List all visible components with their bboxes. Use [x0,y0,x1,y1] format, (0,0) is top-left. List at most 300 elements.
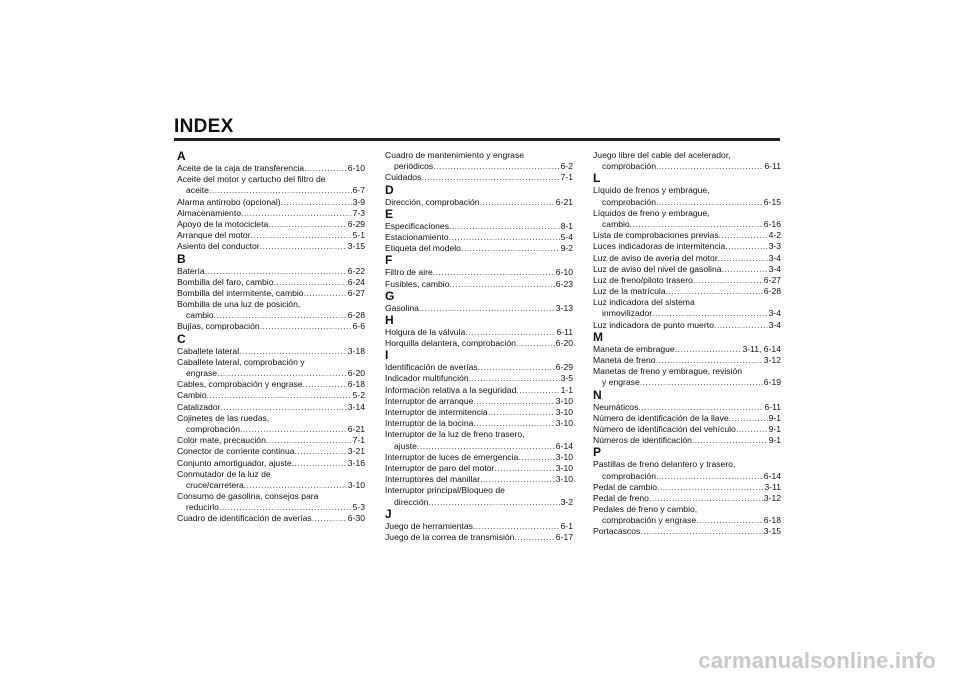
index-entry [177,299,365,321]
index-entry [385,396,573,407]
index-entry [177,197,365,208]
index-entry [593,230,781,241]
page-number: 3-13 [555,302,573,313]
entry-text: Número de identificación del vehículo [593,423,736,434]
index-entry [593,413,781,424]
page-number: 6-11 [556,326,573,337]
entry-text: Número de identificación de la llave [593,412,729,423]
page-number: 3-10 [555,418,573,429]
entry-text: Dirección, comprobación [385,196,480,207]
page-number: 7-3 [352,207,365,218]
entry-text: Maneta de embrague [593,343,675,354]
index-entry [177,469,365,491]
entry-text: dirección [394,496,429,507]
page-number: 6-20 [347,368,365,378]
leader-dots [656,355,763,366]
section-letter: I [385,348,389,363]
entry-text: Estacionamiento [385,231,449,242]
page-number: 3-11, 6-14 [742,343,781,354]
section-letter: D [385,182,394,197]
entry-text: Pedal de cambio [593,481,658,492]
leader-dots [239,346,347,357]
entry-text: Luz indicadora del sistema [593,297,695,308]
leader-dots [630,219,763,230]
page-number: 6-18 [347,379,365,390]
page-number: 3-10 [555,462,573,473]
entry-text: Cables, comprobación y engrase [177,379,303,390]
section-letter: M [593,329,603,344]
leader-dots [251,230,352,241]
entry-text: Interruptor de arranque [385,395,474,406]
page-number: 3-12 [763,492,781,503]
leader-dots [281,197,352,208]
leader-dots [714,320,768,331]
page-number: 6-27 [763,274,781,285]
entry-text: inmovilizador [602,308,653,319]
page-number: 3-10 [555,395,573,406]
page-number: 3-16 [347,457,365,468]
section-letter: E [385,206,394,221]
leader-dots [214,310,347,321]
index-entry [593,459,781,481]
page-number: 3-10 [555,451,573,462]
leader-dots [696,515,763,526]
leader-dots [649,493,763,504]
index-entry [385,327,573,338]
entry-text: comprobación [602,470,656,481]
page-number: 4-2 [768,230,781,241]
index-entry [593,241,781,252]
leader-dots [260,321,352,332]
entry-text: ajuste [394,440,417,451]
page-number: 3-12 [763,355,781,365]
entry-text: Luz indicadora de punto muerto [593,319,714,330]
page-number: 5-3 [352,502,365,513]
index-entry [177,458,365,469]
index-entry [177,491,365,513]
page-number: 6-29 [347,218,365,229]
page-number: 6-21 [347,423,365,434]
entry-text: Bujías, comprobación [177,321,260,332]
section-letter: P [593,445,602,460]
leader-dots [449,279,554,290]
index-entry [593,297,781,319]
page-number: 6-20 [555,338,573,349]
entry-text: Números de identificación [593,435,692,446]
section-letter: N [593,387,602,402]
leader-dots [465,327,555,338]
leader-dots [421,172,559,183]
index-entry [593,264,781,275]
index-entry [177,208,365,219]
index-entry [177,346,365,357]
page-number: 3-2 [560,496,573,507]
leader-dots [518,452,555,463]
entry-text: Conmutador de la luz de [177,468,271,479]
leader-dots [295,446,347,457]
entry-text: cambio [602,218,630,229]
leader-dots [241,208,352,219]
entry-text: periódicos [394,161,434,172]
page-number: 3-10 [555,474,573,485]
entry-text: engrase [186,368,218,378]
index-entry [385,385,573,396]
leader-dots [488,407,555,418]
leader-dots [656,161,763,172]
entry-text: Interruptor de paro del motor [385,462,495,473]
page-number: 6-7 [352,185,365,196]
index-entry [385,150,573,172]
page-number: 3-5 [560,373,573,384]
entry-text: Interruptores del manillar [385,474,481,485]
index-entry [593,344,781,355]
index-entry [593,493,781,504]
leader-dots [433,267,555,278]
leader-dots [469,373,560,384]
section-letter: C [177,331,186,346]
index-entry [593,185,781,207]
page-number: 3-18 [347,345,365,356]
leader-dots [693,275,763,286]
index-entry [593,424,781,435]
leader-dots [207,390,352,401]
entry-text: Bombilla de una luz de posición, [177,299,301,310]
leader-dots [718,253,768,264]
index-entry [385,485,573,507]
entry-text: Aceite de la caja de transferencia [177,163,305,173]
entry-text: Manetas de freno y embrague, revisión [593,366,743,377]
entry-text: Cuadro de mantenimiento y engrase [385,150,525,160]
page-number: 3-21 [347,446,365,457]
index-entry [593,435,781,446]
page-number: 1-1 [560,384,573,395]
leader-dots [304,288,347,299]
page-number: 3-4 [768,252,781,263]
page-number: 5-1 [352,230,365,241]
entry-text: comprobación [602,196,656,207]
page-number: 8-1 [560,220,573,231]
index-entry [593,253,781,264]
index-entry [385,418,573,429]
index-entry [385,221,573,232]
leader-dots [419,303,555,314]
page-number: 3-9 [352,196,365,207]
section-letter: H [385,312,394,327]
index-column-1 [177,150,365,525]
entry-text: Interruptor de intermitencia [385,407,488,417]
entry-text: Holgura de la válvula [385,326,466,337]
page-number: 6-2 [560,161,573,172]
entry-text: Catalizador [177,401,221,412]
entry-text: Luz de freno/piloto trasero [593,274,693,285]
leader-dots [516,338,555,349]
page-number: 6-29 [555,362,573,373]
index-entry [593,402,781,413]
page-number: 6-11 [764,401,781,412]
leader-dots [473,418,554,429]
leader-dots [656,471,763,482]
page-number: 6-24 [347,276,365,287]
index-entry [593,208,781,230]
entry-text: Pedales de freno y cambio, [593,504,698,515]
entry-text: comprobación [602,161,656,172]
entry-text: Portacascos [593,526,641,537]
entry-text: Etiqueta del modelo [385,243,461,254]
entry-text: Juego libre del cable del acelerador, [593,150,731,160]
index-entry [593,275,781,286]
leader-dots [719,230,768,241]
leader-dots [274,277,347,288]
entry-text: comprobación y engrase [602,515,697,526]
leader-dots [449,221,560,232]
entry-text: Fusibles, cambio [385,278,450,289]
index-entry [177,513,365,524]
page-number: 7-1 [352,435,365,446]
entry-text: Interruptor de luces de emergencia [385,451,519,462]
leader-dots [722,264,768,275]
leader-dots [303,379,347,390]
index-entry [177,288,365,299]
index-column-2 [385,150,573,543]
leader-dots [666,286,763,297]
page-number: 3-15 [763,526,781,537]
entry-text: Gasolina [385,302,419,313]
leader-dots [220,402,346,413]
entry-text: Horquilla delantera, comprobación [385,338,516,349]
entry-text: Conector de corriente continua [177,446,295,457]
page-number: 6-1 [560,520,573,531]
entry-text: Especificaciones [385,220,450,231]
page-number: 3-10 [555,407,573,417]
index-entry [385,373,573,384]
index-entry [593,366,781,388]
entry-text: Luz de aviso del nivel de gasolina [593,263,722,274]
page-number: 9-1 [768,412,781,423]
leader-dots [480,197,555,208]
entry-text: Cuidados [385,172,422,183]
index-entry [177,357,365,379]
entry-text: Pastillas de freno delantero y trasero, [593,459,736,470]
leader-dots [219,502,352,513]
page-title: INDEX [174,116,234,137]
leader-dots [417,441,555,452]
entry-text: Interruptor de la luz de freno trasero, [385,429,525,440]
entry-text: Maneta de freno [593,355,656,365]
index-entry [385,532,573,543]
page-number: 6-23 [555,278,573,289]
entry-text: Bombilla del faro, cambio [177,276,274,287]
leader-dots [478,362,555,373]
entry-text: Luces indicadoras de intermitencia [593,241,726,252]
index-entry [593,482,781,493]
index-entry [177,435,365,446]
index-entry [177,174,365,196]
entry-text: aceite [186,185,209,196]
leader-dots [725,241,767,252]
entry-text: Cojinetes de las ruedas, [177,412,270,423]
title-rule [174,138,780,141]
index-entry [177,219,365,230]
index-entry [593,150,781,172]
leader-dots [217,368,347,379]
index-entry [385,338,573,349]
entry-text: Líquidos de freno y embrague, [593,207,710,218]
section-letter: J [385,506,392,521]
leader-dots [657,482,763,493]
leader-dots [514,532,554,543]
leader-dots [473,521,560,532]
section-letter: F [385,253,393,268]
entry-text: Color mate, precaución [177,435,266,446]
index-entry [593,320,781,331]
index-entry [385,303,573,314]
index-entry [385,197,573,208]
page-number: 6-16 [763,218,781,229]
page-number: 6-10 [347,163,365,173]
page-number: 7-1 [560,172,573,183]
entry-text: Almacenamiento [177,207,242,218]
index-entry [177,163,365,174]
page-number: 9-1 [768,423,781,434]
leader-dots [205,266,347,277]
entry-text: comprobación [186,423,240,434]
page-number: 6-30 [347,513,365,524]
page-number: 6-10 [555,267,573,278]
index-entry [385,429,573,451]
leader-dots [266,435,352,446]
page-number: 9-1 [768,435,781,446]
leader-dots [292,458,347,469]
index-entry [177,266,365,277]
page-number: 6-14 [555,440,573,451]
entry-text: Neumáticos [593,401,639,412]
entry-text: Arranque del motor [177,230,251,241]
page-number: 6-6 [352,321,365,332]
index-entry [385,452,573,463]
leader-dots [461,243,560,254]
entry-text: Juego de la correa de transmisión [385,531,515,542]
page-number: 5-2 [352,390,365,401]
index-entry [385,362,573,373]
index-entry [177,446,365,457]
index-entry [593,504,781,526]
entry-text: Conjunto amortiguador, ajuste [177,457,292,468]
entry-text: Bombilla del intermitente, cambio [177,287,304,298]
index-entry [385,463,573,474]
index-entry [177,321,365,332]
index-entry [385,279,573,290]
index-entry [385,232,573,243]
entry-text: reducirlo [186,502,219,513]
leader-dots [209,185,352,196]
leader-dots [449,232,560,243]
page-number: 6-28 [763,286,781,297]
page-number: 3-11 [764,481,781,492]
index-entry [593,355,781,366]
page-number: 6-19 [763,377,781,388]
index-entry [593,526,781,537]
page-number: 6-28 [347,310,365,321]
page-number: 6-22 [347,265,365,276]
entry-text: Asiento del conductor [177,241,260,252]
entry-text: cruce/carretera [186,479,244,490]
page-number: 6-27 [347,287,365,298]
leader-dots [656,197,763,208]
entry-text: Batería [177,265,205,276]
entry-text: Información relativa a la seguridad [385,384,517,395]
entry-text: cambio [186,310,214,321]
index-entry [385,474,573,485]
leader-dots [240,424,347,435]
index-entry [385,407,573,418]
leader-dots [736,424,768,435]
leader-dots [260,241,347,252]
entry-text: Consumo de gasolina, consejos para [177,491,319,502]
entry-text: y engrase [602,377,640,388]
page-number: 6-18 [763,515,781,526]
leader-dots [244,480,347,491]
leader-dots [494,463,554,474]
page-number: 6-14 [763,470,781,481]
entry-text: Lista de comprobaciones previas [593,230,719,241]
page-number: 3-15 [347,241,365,252]
entry-text: Caballete lateral, comprobación y [177,356,305,367]
page-number: 9-2 [560,243,573,254]
entry-text: Luz de la matrícula [593,286,666,297]
page-number: 3-4 [768,319,781,330]
entry-text: Cuadro de identificación de averías [177,513,312,524]
leader-dots [640,377,763,388]
entry-text: Luz de aviso de avería del motor [593,252,718,263]
index-entry [177,390,365,401]
entry-text: Interruptor principal/Bloqueo de [385,485,505,496]
index-entry [385,267,573,278]
entry-text: Identificación de averías [385,362,478,373]
entry-text: Cambio [177,390,207,401]
leader-dots [433,161,559,172]
index-entry [177,230,365,241]
page-number: 3-3 [768,241,781,252]
page-number: 6-17 [555,531,573,542]
leader-dots [268,219,347,230]
entry-text: Líquido de frenos y embrague, [593,185,710,196]
leader-dots [675,344,742,355]
entry-text: Caballete lateral [177,345,240,356]
leader-dots [692,435,768,446]
watermark: carmanualsonline.info [698,648,936,673]
section-letter: L [593,171,601,186]
page-number: 3-4 [768,263,781,274]
leader-dots [652,308,767,319]
page-number: 3-10 [347,479,365,490]
leader-dots [638,402,763,413]
index-entry [177,379,365,390]
section-letter: A [177,149,186,163]
entry-text: Juego de herramientas [385,520,473,531]
index-entry [177,402,365,413]
section-letter: B [177,251,186,266]
entry-text: Indicador multifunción [385,373,469,384]
entry-text: Filtro de aire [385,267,433,278]
leader-dots [516,385,559,396]
index-entry [385,243,573,254]
leader-dots [473,396,554,407]
index-entry [177,241,365,252]
leader-dots [480,474,555,485]
entry-text: Aceite del motor y cartucho del filtro de [177,174,326,185]
entry-text: Alarma antirrobo (opcional) [177,196,281,207]
leader-dots [640,526,763,537]
